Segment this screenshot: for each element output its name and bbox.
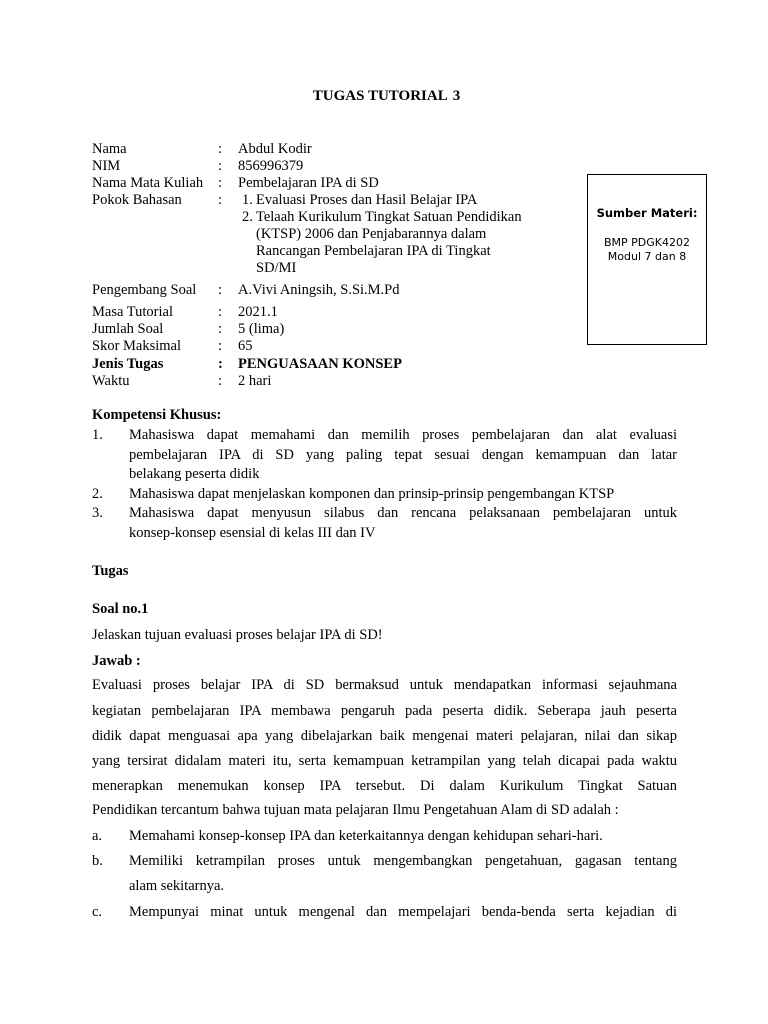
kompetensi-line: pembelajaran IPA di SD yang paling tepat sesuai dengan kemampuan dan latar: [129, 447, 677, 463]
answer-line: Evaluasi proses belajar IPA di SD bermaksud untuk mendapatkan informasi sejauhmana: [92, 677, 677, 693]
info-value: 5 (lima): [238, 321, 285, 337]
soal-question: Jelaskan tujuan evaluasi proses belajar IPA di SD!: [92, 627, 383, 643]
list-line: Mempunyai minat untuk mengenal dan mempelajari benda-benda serta kejadian di: [129, 904, 677, 920]
kompetensi-number: 2.: [92, 486, 103, 502]
sumber-materi-box: [587, 174, 707, 345]
topic-line: SD/MI: [256, 260, 297, 276]
info-colon: :: [218, 282, 223, 298]
kompetensi-line: Mahasiswa dapat menyusun silabus dan rencana pelaksanaan pembelajaran untuk: [129, 505, 677, 521]
info-colon: :: [218, 373, 223, 389]
list-letter: a.: [92, 828, 103, 844]
list-line: Memahami konsep-konsep IPA dan keterkaitannya dengan kehidupan sehari-hari.: [129, 828, 603, 844]
answer-line: menerapkan menemukan konsep IPA tersebut. Di dalam Kurikulum Tingkat Satuan: [92, 778, 677, 794]
topic-number: 1.: [242, 192, 253, 208]
kompetensi-line: Mahasiswa dapat memahami dan memilih proses pembelajaran dan alat evaluasi: [129, 427, 677, 443]
info-label: Nama: [92, 141, 127, 157]
info-colon: :: [218, 356, 223, 372]
answer-line: kegiatan pembelajaran IPA membawa pengaruh pada peserta didik. Seberapa jauh peserta: [92, 703, 677, 719]
info-label: Skor Maksimal: [92, 338, 182, 354]
info-colon: :: [218, 304, 223, 320]
info-value: PENGUASAAN KONSEP: [238, 356, 402, 372]
info-colon: :: [218, 158, 223, 174]
answer-line: Pendidikan tercantum bahwa tujuan mata pelajaran Ilmu Pengetahuan Alam di SD adalah :: [92, 802, 619, 818]
topic-number: 2.: [242, 209, 253, 225]
info-colon: :: [218, 141, 223, 157]
info-colon: :: [218, 175, 223, 191]
list-line: alam sekitarnya.: [129, 878, 225, 894]
list-letter: c.: [92, 904, 103, 920]
info-value: 856996379: [238, 158, 304, 174]
info-value: Abdul Kodir: [238, 141, 312, 157]
sumber-line: BMP PDGK4202: [603, 236, 690, 249]
info-value: 2021.1: [238, 304, 278, 320]
info-label: Nama Mata Kuliah: [92, 175, 204, 191]
info-colon: :: [218, 192, 223, 208]
info-label: NIM: [92, 158, 121, 174]
list-letter: b.: [92, 853, 103, 869]
info-label: Jenis Tugas: [92, 356, 164, 372]
kompetensi-number: 1.: [92, 427, 103, 443]
info-colon: :: [218, 321, 223, 337]
document-title: [0, 88, 768, 105]
topic-line: Evaluasi Proses dan Hasil Belajar IPA: [256, 192, 478, 208]
kompetensi-line: belakang peserta didik: [129, 466, 260, 482]
list-line: Memiliki ketrampilan proses untuk mengembangkan pengetahuan, gagasan tentang: [129, 853, 677, 869]
info-value: Pembelajaran IPA di SD: [238, 175, 379, 191]
info-label: Jumlah Soal: [92, 321, 164, 337]
jawab-label: Jawab :: [92, 653, 141, 669]
info-label: Pokok Bahasan: [92, 192, 182, 208]
kompetensi-number: 3.: [92, 505, 103, 521]
answer-line: didik dapat menguasai apa yang dibelajarkan baik mengenai materi pelajaran, nilai dan sikap: [92, 728, 677, 744]
tugas-heading: Tugas: [92, 563, 129, 579]
info-value: 2 hari: [238, 373, 272, 389]
sumber-title: Sumber Materi:: [596, 206, 698, 220]
topic-line: Telaah Kurikulum Tingkat Satuan Pendidikan: [256, 209, 522, 225]
topic-line: Rancangan Pembelajaran IPA di Tingkat: [256, 243, 491, 259]
info-label: Waktu: [92, 373, 130, 389]
info-value: A.Vivi Aningsih, S.Si.M.Pd: [238, 282, 400, 298]
sumber-line: Modul 7 dan 8: [607, 250, 687, 263]
info-label: Masa Tutorial: [92, 304, 173, 320]
kompetensi-line: Mahasiswa dapat menjelaskan komponen dan prinsip-prinsip pengembangan KTSP: [129, 486, 615, 502]
info-value: 65: [238, 338, 253, 354]
title-main: TUGAS TUTORIAL: [312, 88, 448, 104]
topic-line: (KTSP) 2006 dan Penjabarannya dalam: [256, 226, 487, 242]
answer-line: yang tersirat didalam materi itu, serta kemampuan ketrampilan yang telah dicapai pada waktu: [92, 753, 677, 769]
title-number: 3: [452, 88, 461, 104]
kompetensi-line: konsep-konsep esensial di kelas III dan IV: [129, 525, 376, 541]
kompetensi-heading: Kompetensi Khusus:: [92, 407, 222, 423]
soal-heading: Soal no.1: [92, 601, 149, 617]
info-label: Pengembang Soal: [92, 282, 197, 298]
info-colon: :: [218, 338, 223, 354]
